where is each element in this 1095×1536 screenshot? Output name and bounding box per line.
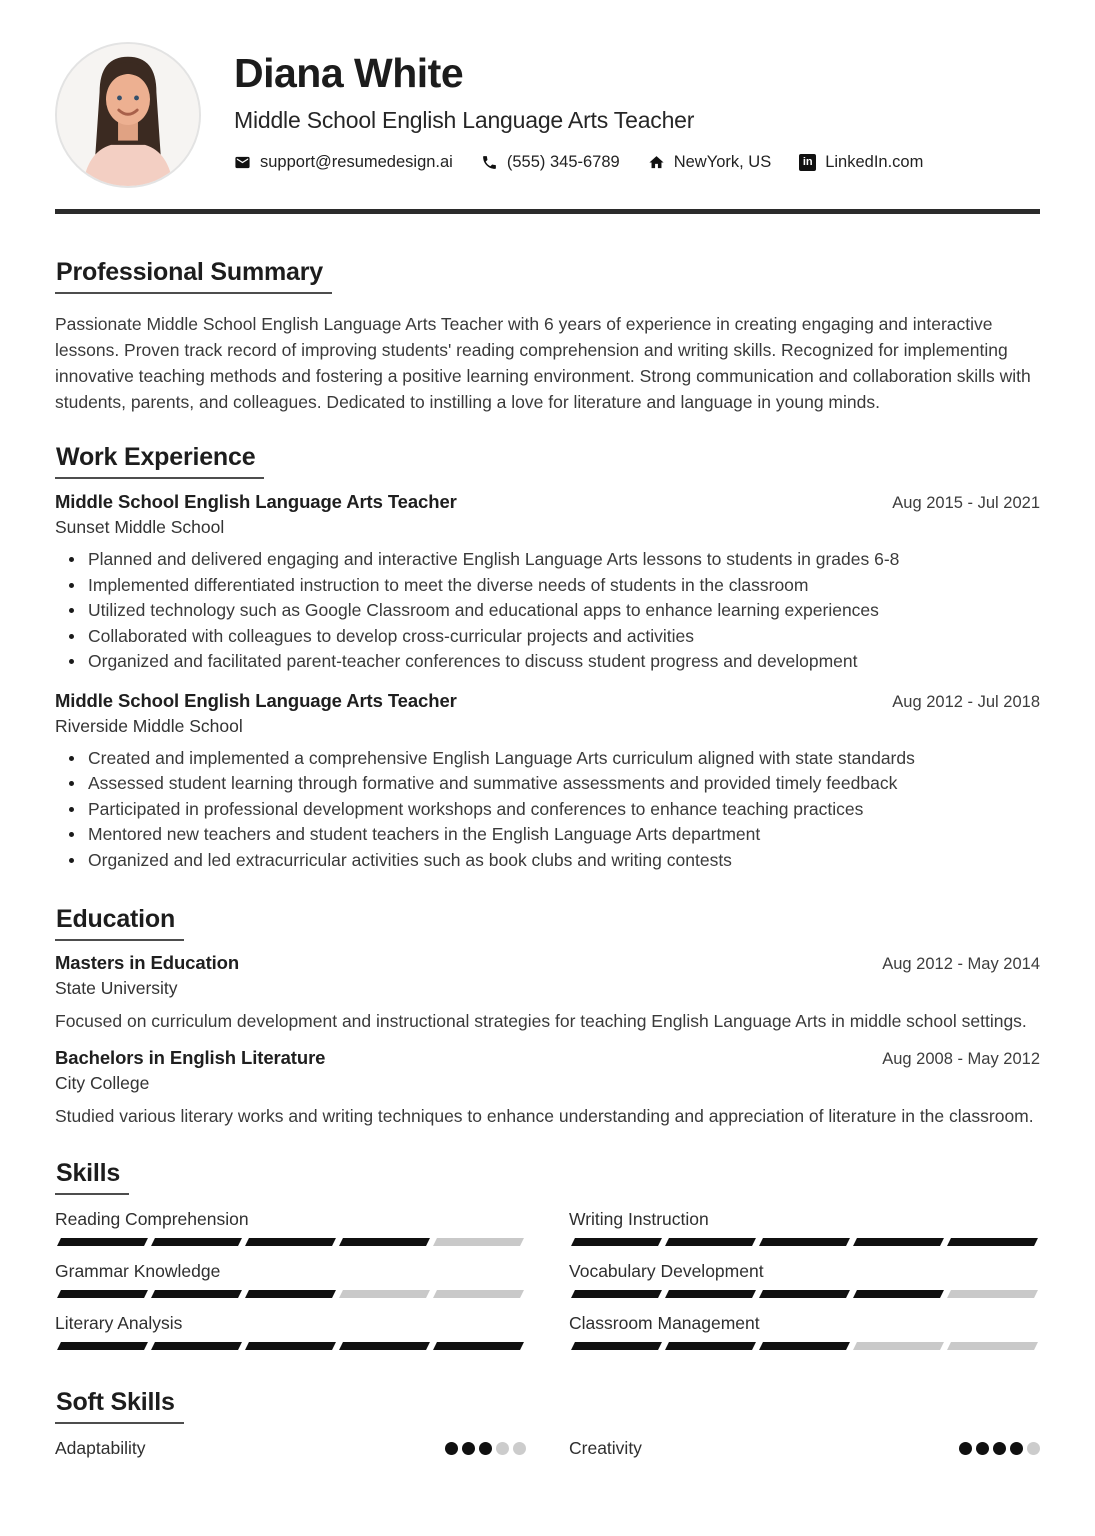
bar-segment [947,1290,1038,1298]
bar-segment [245,1238,336,1246]
rating-dot [513,1442,526,1455]
skill-name: Writing Instruction [569,1209,709,1229]
degree-dates: Aug 2008 - May 2012 [882,1050,1040,1068]
education-header [55,1046,1040,1070]
job-company: Riverside Middle School [55,715,243,736]
bar-segment [571,1290,662,1298]
linkedin-icon: in [799,154,816,171]
bar-segment [433,1342,524,1350]
soft-skills-heading: Soft Skills [55,1388,184,1424]
contact-email[interactable] [234,153,453,172]
soft-skill-item [55,1438,526,1459]
job-title: Middle School English Language Arts Teacher [55,689,457,711]
degree-school: City College [55,1073,150,1093]
job-title: Middle School English Language Arts Teacher [55,491,457,512]
rating-dot [1010,1442,1023,1455]
skill-bar [569,1342,1040,1350]
person-name: Diana White [234,50,464,96]
job-bullet: Planned and delivered engaging and interactive English Language Arts lessons to students in grades 6-8 [55,547,1040,573]
profile-photo [55,42,201,188]
skill-item [569,1209,1040,1246]
bar-segment [853,1290,944,1298]
degree-title: Bachelors in English Literature [55,1047,326,1068]
bar-segment [339,1238,430,1246]
skill-name: Vocabulary Development [569,1261,764,1281]
rating-dot [462,1442,475,1455]
bar-segment [665,1238,756,1246]
job-bullet: Created and implemented a comprehensive English Language Arts curriculum aligned with state standards [55,746,1040,772]
job-entry [55,689,1040,874]
contact-linkedin[interactable] [799,153,923,172]
rating-dot [976,1442,989,1455]
job-bullet: Assessed student learning through formative and summative assessments and provided timely feedback [55,771,1040,797]
job-entry [55,490,1040,675]
rating-dot [993,1442,1006,1455]
skill-name: Classroom Management [569,1313,760,1333]
bar-segment [853,1342,944,1350]
person-title: Middle School English Language Arts Teacher [234,107,695,133]
soft-skill-item [569,1438,1040,1459]
bar-segment [853,1238,944,1246]
rating-dot [496,1442,509,1455]
skill-name: Reading Comprehension [55,1209,249,1229]
soft-skill-rating [445,1442,526,1455]
section-education [55,873,1040,1129]
education-entry [55,1046,1040,1129]
section-soft-skills [55,1350,1040,1459]
skills-heading: Skills [55,1159,129,1195]
work-experience-heading: Work Experience [55,443,264,479]
skill-bar [55,1342,526,1350]
contact-location[interactable] [648,153,772,172]
degree-description: Studied various literary works and writing techniques to enhance understanding and appreciation of literature in the classroom. [55,1106,1034,1126]
rating-dot [445,1442,458,1455]
bar-segment [151,1238,242,1246]
bar-segment [571,1238,662,1246]
skill-item [569,1313,1040,1350]
skill-item [55,1209,526,1246]
soft-skills-grid [55,1438,1040,1459]
phone-icon [481,154,498,171]
bar-segment [433,1238,524,1246]
bar-segment [151,1290,242,1298]
job-bullet: Organized and led extracurricular activities such as book clubs and writing contests [55,848,1040,874]
job-bullet-list [55,746,1040,874]
bar-segment [665,1342,756,1350]
header-text [234,42,923,172]
rating-dot [1027,1442,1040,1455]
job-header [55,689,1040,713]
soft-skill-name: Adaptability [55,1438,146,1458]
bar-segment [947,1342,1038,1350]
summary-heading: Professional Summary [55,258,332,294]
bar-segment [339,1290,430,1298]
job-bullet: Collaborated with colleagues to develop cross-curricular projects and activities [55,624,1040,650]
section-professional-summary [55,214,1040,415]
job-bullet: Organized and facilitated parent-teacher conferences to discuss student progress and development [55,649,1040,675]
bar-segment [339,1342,430,1350]
education-header [55,951,1040,975]
contact-phone[interactable] [481,153,620,172]
skills-grid [55,1209,1040,1350]
job-dates: Aug 2015 - Jul 2021 [892,494,1040,512]
job-bullet: Utilized technology such as Google Classroom and educational apps to enhance learning experiences [55,598,1040,624]
contact-location-text: NewYork, US [673,153,772,171]
degree-dates: Aug 2012 - May 2014 [882,955,1040,973]
bar-segment [57,1238,148,1246]
bar-segment [759,1238,850,1246]
soft-skill-name: Creativity [569,1438,642,1458]
bar-segment [433,1290,524,1298]
home-icon [648,154,665,171]
bar-segment [947,1238,1038,1246]
job-bullet-list [55,547,1040,675]
skill-item [55,1261,526,1298]
section-skills [55,1129,1040,1350]
summary-text: Passionate Middle School English Language Arts Teacher with 6 years of experience in creating engaging and interactive lessons. Proven track record of improving students' reading comprehension and writing skills. Recognized for implementing innovative teaching methods and fostering a positive learning environment. Strong communication and collaboration skills with students, parents, and colleagues. Dedicated to instilling a love for literature and language in young minds. [55,314,1031,412]
bar-segment [759,1342,850,1350]
job-company: Sunset Middle School [55,517,225,537]
soft-skill-rating [959,1442,1040,1455]
degree-title: Masters in Education [55,952,240,973]
degree-description: Focused on curriculum development and instructional strategies for teaching English Language Arts in middle school settings. [55,1011,1027,1031]
email-icon [234,154,251,171]
avatar-illustration [57,44,199,186]
skill-name: Grammar Knowledge [55,1261,221,1281]
skill-item [55,1313,526,1350]
contact-linkedin-text: LinkedIn.com [825,153,924,171]
education-entry [55,951,1040,1034]
skill-item [569,1261,1040,1298]
job-bullet: Participated in professional development workshops and conferences to enhance teaching practices [55,797,1040,823]
section-work-experience [55,415,1040,873]
bar-segment [151,1342,242,1350]
rating-dot [959,1442,972,1455]
bar-segment [57,1290,148,1298]
job-header [55,490,1040,514]
bar-segment [759,1290,850,1298]
degree-school: State University [55,978,178,998]
job-dates: Aug 2012 - Jul 2018 [892,692,1040,711]
bar-segment [245,1342,336,1350]
skill-bar [569,1238,1040,1246]
contact-email-text: support@resumedesign.ai [260,153,453,171]
skill-bar [55,1238,526,1246]
rating-dot [479,1442,492,1455]
header [55,42,1040,188]
contact-phone-text: (555) 345-6789 [506,153,620,171]
bar-segment [665,1290,756,1298]
contact-row [234,153,923,172]
education-heading: Education [55,905,184,941]
bar-segment [57,1342,148,1350]
skill-name: Literary Analysis [55,1313,183,1333]
bar-segment [245,1290,336,1298]
bar-segment [571,1342,662,1350]
job-bullet: Mentored new teachers and student teachers in the English Language Arts department [55,822,1040,848]
skill-bar [569,1290,1040,1298]
skill-bar [55,1290,526,1298]
job-bullet: Implemented differentiated instruction to meet the diverse needs of students in the classroom [55,573,1040,599]
